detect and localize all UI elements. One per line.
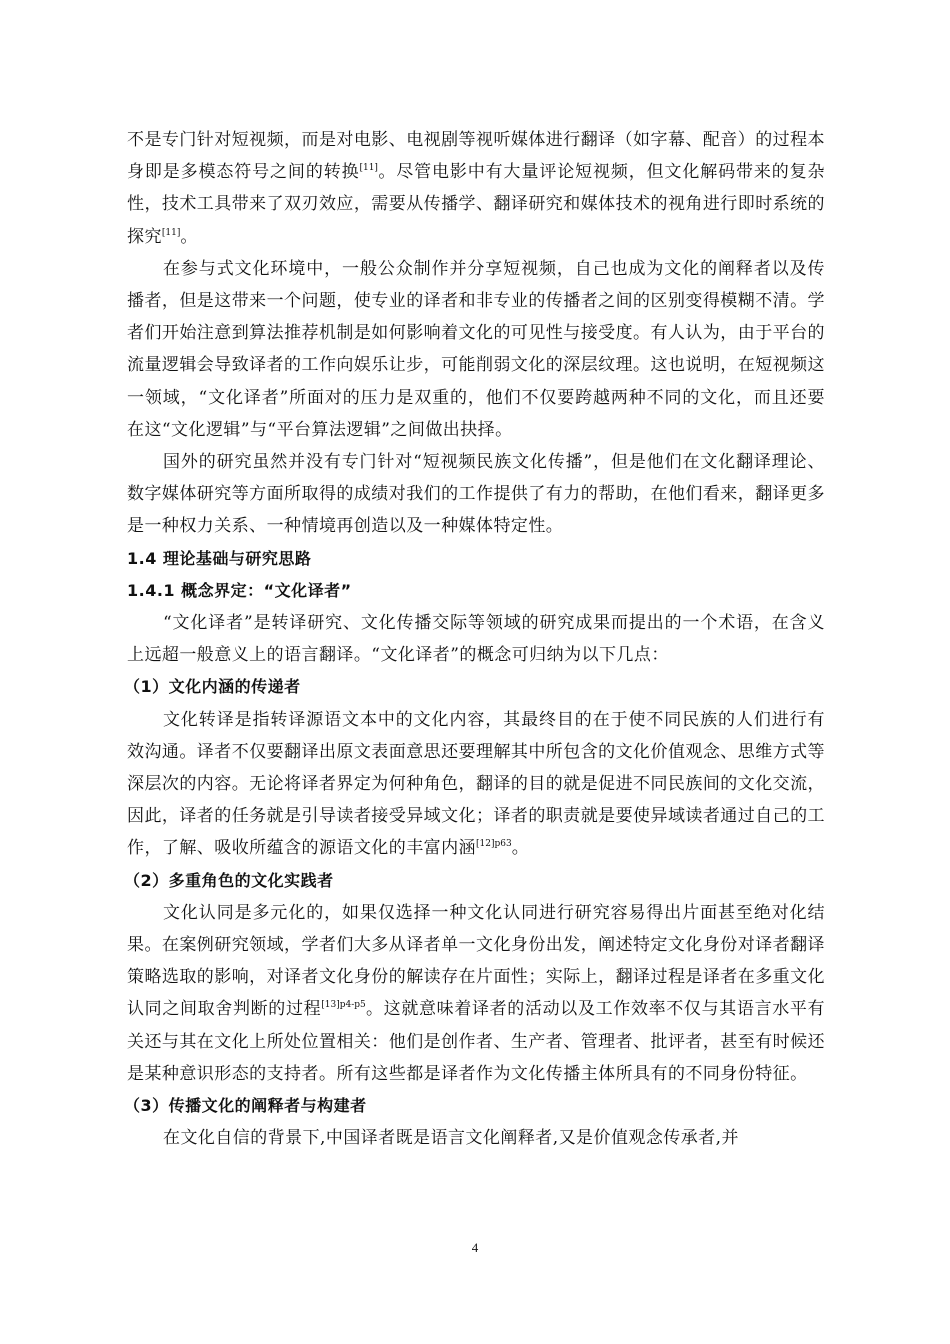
list-heading-1: （1）文化内涵的传递者 (124, 677, 301, 697)
paragraph-text: 。尽管电影中有大量评论短视频，但文化解码带来的复杂性，技术工具带来了双刃效应，需要从传播学、翻译研究和媒体技术的视角进行即时系统的探究 (127, 162, 825, 247)
citation-marker: [12]p63 (476, 839, 512, 850)
list-heading-3: （3）传播文化的阐释者与构建者 (124, 1096, 367, 1116)
paragraph-text: 文化认同是多元化的，如果仅选择一种文化认同进行研究容易得出片面甚至绝对化结果。在案例研究领域，学者们大多从译者单一文化身份出发，阐述特定文化身份对译者翻译策略选取的影响，对译者文化身份的解读存在片面性；实际上，翻译过程是译者在多重文化认同之间取舍判断的过程 (127, 902, 825, 1020)
paragraph-text: 文化转译是指转译源语文本中的文化内容，其最终目的在于使不同民族的人们进行有效沟通。译者不仅要翻译出原文表面意思还要理解其中所包含的文化价值观念、思维方式等深层次的内容。无论将译者界定为何种角色，翻译的目的就是促进不同民族间的文化交流，因此，译者的任务就是引导读者接受异域文化；译者的职责就是要使异域读者通过自己的工作，了解、吸收所蕴含的源语文化的丰富内涵 (127, 709, 825, 859)
paragraph-text: 。 (180, 226, 198, 247)
list-heading-2: （2）多重角色的文化实践者 (124, 870, 334, 890)
paragraph-continued (127, 124, 825, 253)
paragraph-text: 。这就意味着译者的活动以及工作效率不仅与其语言水平有关还与其在文化上所处位置相关：他们是创作者、生产者、管理者、批评者，甚至有时候还是某种意识形态的支持者。所有这些都是译者作为文化传播主体所具有的不同身份特征。 (127, 999, 826, 1084)
paragraph-text: 。 (511, 838, 530, 859)
citation-marker: [13]p4-p5 (321, 1000, 366, 1011)
paragraph-participatory-culture: 在参与式文化环境中，一般公众制作并分享短视频，自己也成为文化的阐释者以及传播者，但是这带来一个问题，使专业的译者和非专业的传播者之间的区别变得模糊不清。学者们开始注意到算法推荐机制是如何影响着文化的可见性与接受度。有人认为，由于平台的流量逻辑会导致译者的工作向娱乐让步，可能削弱文化的深层纹理。这也说明，在短视频这一领域，“文化译者”所面对的压力是双重的，他们不仅要跨越两种不同的文化，而且还要在这“文化逻辑”与“平台算法逻辑”之间做出抉择。 (127, 258, 825, 440)
page-body (124, 124, 826, 1155)
citation-marker: [11] (359, 163, 378, 174)
paragraph-definition: “文化译者”是转译研究、文化传播交际等领域的研究成果而提出的一个术语，在含义上远超一般意义上的语言翻译。“文化译者”的概念可归纳为以下几点： (127, 613, 825, 666)
paragraph-foreign-research: 国外的研究虽然并没有专门针对“短视频民族文化传播”，但是他们在文化翻译理论、数字媒体研究等方面所取得的成绩对我们的工作提供了有力的帮助，在他们看来，翻译更多是一种权力关系、一种情境再创造以及一种媒体特定性。 (127, 452, 825, 537)
paragraph-culture-transmitter (127, 704, 825, 865)
paragraph-text: 不是专门针对短视频，而是对电影、电视剧等视听媒体进行翻译（如字幕、配音）的过程本身即是多模态符号之间的转换 (127, 130, 825, 183)
paragraph-multiple-roles (127, 897, 825, 1090)
page-number: 4 (471, 1240, 479, 1255)
section-heading: 1.4 理论基础与研究思路 (127, 548, 312, 568)
paragraph-interpreter-constructor: 在文化自信的背景下,中国译者既是语言文化阐释者,又是价值观念传承者,并 (163, 1128, 739, 1149)
citation-marker: [11] (161, 227, 181, 238)
subsection-heading: 1.4.1 概念界定：“文化译者” (127, 580, 352, 600)
